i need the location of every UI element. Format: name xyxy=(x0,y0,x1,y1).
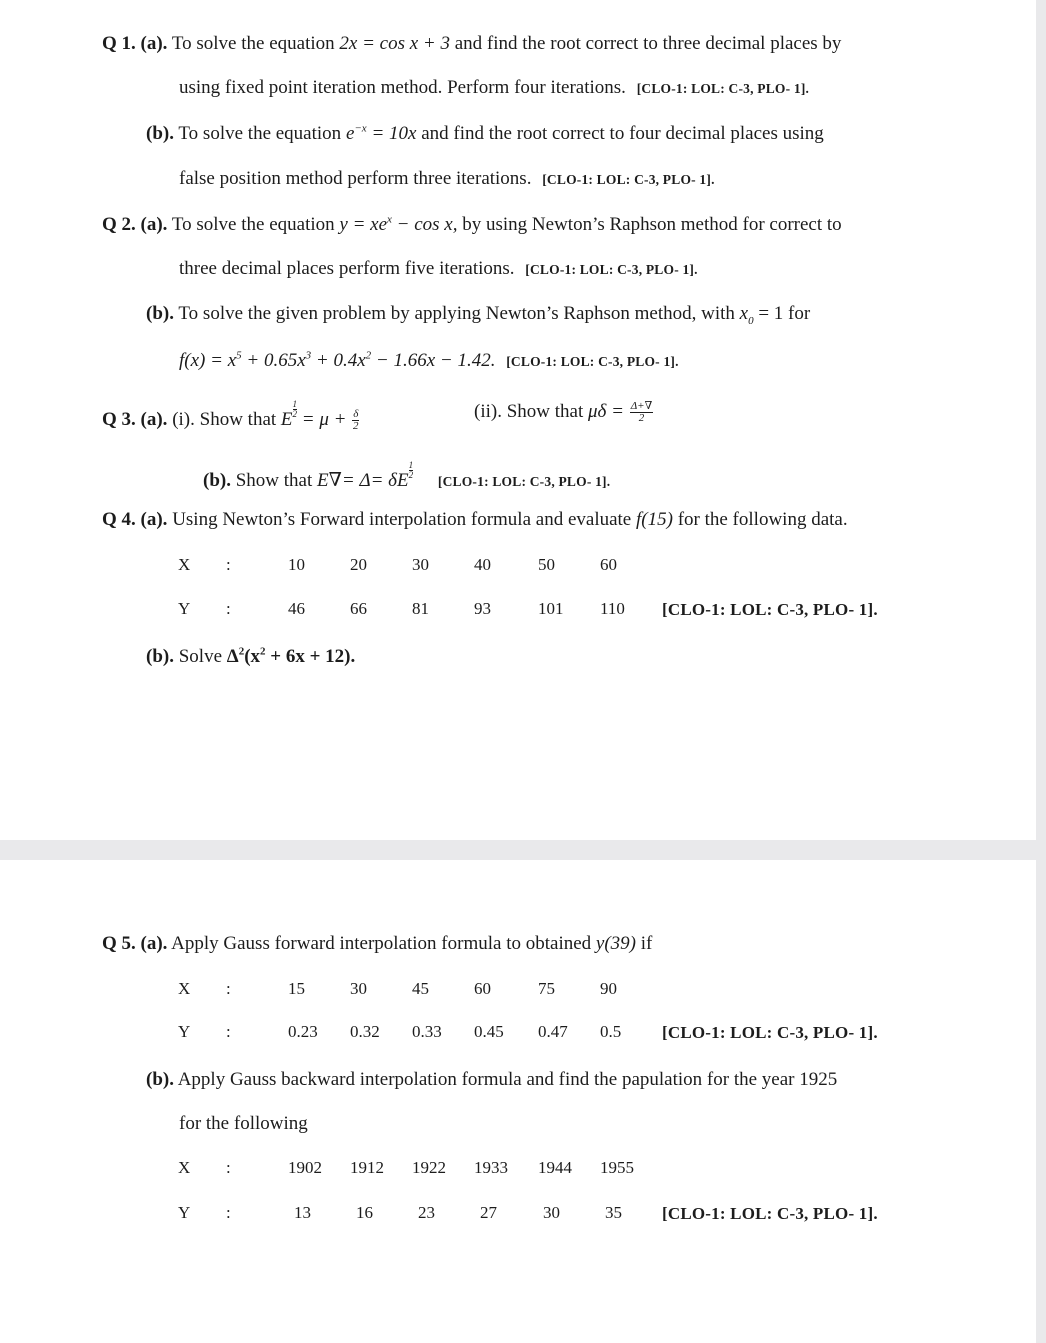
q5b-y-value: 23 xyxy=(418,1203,435,1222)
q5a-text-post: if xyxy=(640,933,653,954)
q5b-x-label: X xyxy=(178,1158,191,1177)
q5a-line1 xyxy=(102,932,652,956)
q3a-ii-lhs: μδ = xyxy=(588,401,629,422)
q5b-x-colon: : xyxy=(226,1158,231,1177)
q3b-label: Show that xyxy=(235,470,313,491)
q1b-text-line2: false position method perform three iterations. xyxy=(179,168,532,189)
q5a-eval: y(39) xyxy=(595,933,636,954)
q1a-text-post: and find the root correct to three decimal places by xyxy=(454,33,842,54)
q3b-equation xyxy=(317,460,414,491)
q4a-line1 xyxy=(102,508,848,532)
q5a-text: Apply Gauss forward interpolation formula to obtained xyxy=(171,933,592,954)
q4-x-value: 30 xyxy=(412,555,429,574)
q2b-f-mid2: + 0.4x xyxy=(311,350,366,371)
q2b-function xyxy=(179,350,495,371)
q3a-line1 xyxy=(102,400,360,432)
q1b-clo-tag: [CLO-1: LOL: C-3, PLO- 1]. xyxy=(542,172,715,187)
q5a-y-value: 0.23 xyxy=(288,1022,318,1041)
q1b-eq-e: e xyxy=(345,123,355,144)
q3a-i-exp-den: 2 xyxy=(292,409,298,419)
q2b-line2 xyxy=(179,349,679,374)
q3b-exp xyxy=(409,461,414,480)
q1a-clo-tag: [CLO-1: LOL: C-3, PLO- 1]. xyxy=(636,81,810,96)
q4-x-colon: : xyxy=(226,555,231,574)
q5b-line1 xyxy=(146,1068,837,1092)
q5b-x-value: 1902 xyxy=(288,1158,322,1177)
q1a-line1 xyxy=(102,32,841,56)
q4-x-value: 20 xyxy=(350,555,367,574)
q1a-number: Q 1. (a). xyxy=(102,33,168,54)
q1a-text-pre: To solve the equation xyxy=(171,33,335,54)
q1b-eq-rest: = 10x xyxy=(366,123,417,144)
q2b-f-exp1: 5 xyxy=(236,349,242,362)
q4b-expr-part3: + 6x + 12). xyxy=(265,646,356,667)
q3a-number: Q 3. (a). xyxy=(102,409,168,430)
q4a-number: Q 4. (a). xyxy=(102,509,168,530)
q4a-eval: f(15) xyxy=(636,509,673,530)
q4-y-value: 110 xyxy=(600,599,625,618)
q5b-x-value: 1944 xyxy=(538,1158,572,1177)
q2a-text-pre: To solve the equation xyxy=(171,214,335,235)
q3a-ii-label: (ii). Show that xyxy=(474,401,584,422)
q3a-i-frac xyxy=(352,409,359,432)
q5b-x-value: 1912 xyxy=(350,1158,384,1177)
q1b-number: (b). xyxy=(146,123,174,144)
q5b-x-value: 1933 xyxy=(474,1158,508,1177)
q3a-i-equation xyxy=(280,399,360,433)
q3a-ii-frac xyxy=(630,401,654,424)
q2a-text-post: by using Newton’s Raphson method for correct to xyxy=(462,214,842,235)
q2b-f-exp3: 2 xyxy=(365,349,372,362)
q5b-y-value: 30 xyxy=(543,1203,560,1222)
q3a-i-E: E xyxy=(280,409,293,430)
q5b-x-value: 1955 xyxy=(600,1158,634,1177)
q4-x-value: 60 xyxy=(600,555,617,574)
q3a-ii-equation xyxy=(588,400,654,425)
q2b-f-tail: − 1.66x − 1.42. xyxy=(371,350,496,371)
q4-x-value: 40 xyxy=(474,555,491,574)
q5a-clo-tag: [CLO-1: LOL: C-3, PLO- 1]. xyxy=(662,1023,878,1042)
q5b-text: Apply Gauss backward interpolation formula and find the papulation for the year 1925 xyxy=(177,1069,838,1090)
q4-y-value: 46 xyxy=(288,599,305,618)
q3a-i-exp-num: 1 xyxy=(292,399,298,409)
q1b-line1 xyxy=(146,122,824,146)
q5a-x-value: 75 xyxy=(538,979,555,998)
q2a-number: Q 2. (a). xyxy=(102,214,168,235)
q4a-clo-tag: [CLO-1: LOL: C-3, PLO- 1]. xyxy=(662,600,878,619)
q2a-equation xyxy=(339,214,457,235)
q4a-text-post: for the following data. xyxy=(677,509,848,530)
q5b-y-value: 16 xyxy=(356,1203,373,1222)
q4b-expression xyxy=(227,646,355,667)
q5a-x-label: X xyxy=(178,979,191,998)
q1a-line2 xyxy=(179,76,809,101)
q2b-clo-tag: [CLO-1: LOL: C-3, PLO- 1]. xyxy=(506,354,679,369)
q2a-line1 xyxy=(102,213,842,237)
q1a-equation: 2x = cos x + 3 xyxy=(339,33,450,54)
q2b-f-lhs: f(x) = x xyxy=(179,350,237,371)
q5b-line2 xyxy=(179,1112,308,1136)
q3a-i-label: (i). Show that xyxy=(172,409,277,430)
q5b-x-value: 1922 xyxy=(412,1158,446,1177)
q4b-expr-exp2: 2 xyxy=(260,645,266,658)
q3a-i-frac-num: δ xyxy=(353,408,359,421)
q1b-eq-exp: −x xyxy=(354,122,367,135)
q5a-x-value: 60 xyxy=(474,979,491,998)
q5b-y-value: 35 xyxy=(605,1203,622,1222)
q5a-y-value: 0.32 xyxy=(350,1022,380,1041)
q4-y-value: 101 xyxy=(538,599,564,618)
q4b-number: (b). xyxy=(146,646,174,667)
q2a-text-line2: three decimal places perform five iterations. xyxy=(179,258,515,279)
q4b-expr-part2: (x xyxy=(244,646,261,667)
page-2 xyxy=(0,860,1036,1343)
q2b-x0-sub: 0 xyxy=(748,314,754,327)
q5a-x-value: 15 xyxy=(288,979,305,998)
q2b-f-exp2: 3 xyxy=(305,349,312,362)
q5a-y-value: 0.5 xyxy=(600,1022,622,1041)
q3b-exp-num: 1 xyxy=(408,460,414,470)
q4b-text: Solve xyxy=(178,646,223,667)
q1a-text-line2: using fixed point iteration method. Perform four iterations. xyxy=(179,77,626,98)
q5b-y-value: 27 xyxy=(480,1203,497,1222)
q1b-text-post: and find the root correct to four decimal places using xyxy=(421,123,824,144)
q2a-eq-part2: − cos x, xyxy=(391,214,458,235)
q4-y-label: Y xyxy=(178,599,191,618)
q5b-text-line2: for the following xyxy=(179,1113,308,1134)
q1b-line2 xyxy=(179,167,715,192)
q2b-number: (b). xyxy=(146,303,174,324)
q2b-x0-rest: = 1 for xyxy=(753,303,811,324)
q5b-y-value: 13 xyxy=(294,1203,311,1222)
q5a-y-value: 0.33 xyxy=(412,1022,442,1041)
q4-x-value: 10 xyxy=(288,555,305,574)
q4b-expr-delta: Δ xyxy=(226,646,239,667)
q5b-y-colon: : xyxy=(226,1203,231,1222)
q4b-line xyxy=(146,645,355,669)
q2a-eq-exp: x xyxy=(387,213,392,226)
q5a-y-value: 0.47 xyxy=(538,1022,568,1041)
q3b-eq-main: E∇= Δ= δE xyxy=(317,470,409,491)
q3b-exp-den: 2 xyxy=(408,470,414,480)
q5a-y-value: 0.45 xyxy=(474,1022,504,1041)
q5a-x-value: 45 xyxy=(412,979,429,998)
q3b-clo-tag: [CLO-1: LOL: C-3, PLO- 1]. xyxy=(437,474,611,489)
q4-x-value: 50 xyxy=(538,555,555,574)
q4-y-value: 81 xyxy=(412,599,429,618)
q2a-line2 xyxy=(179,257,698,282)
q1b-text-pre: To solve the equation xyxy=(178,123,342,144)
q5b-number: (b). xyxy=(146,1069,174,1090)
q5a-x-value: 90 xyxy=(600,979,617,998)
q4b-expr-exp1: 2 xyxy=(238,645,245,658)
q5b-y-label: Y xyxy=(178,1203,191,1222)
q2b-x0-var: x xyxy=(739,303,749,324)
q2a-clo-tag: [CLO-1: LOL: C-3, PLO- 1]. xyxy=(525,262,698,277)
q5a-x-value: 30 xyxy=(350,979,367,998)
q3a-ii-frac-num: Δ+∇ xyxy=(630,400,653,413)
q4-y-colon: : xyxy=(226,599,231,618)
q2b-text: To solve the given problem by applying Newton’s Raphson method, with xyxy=(178,303,735,324)
q3b-number: (b). xyxy=(203,470,231,491)
q5a-y-colon: : xyxy=(226,1022,231,1041)
q2b-f-mid1: + 0.65x xyxy=(241,350,306,371)
q3a-i-frac-den: 2 xyxy=(353,420,359,433)
q2b-line1 xyxy=(146,302,810,333)
q4-y-value: 66 xyxy=(350,599,367,618)
q2a-eq-part1: y = xe xyxy=(339,214,388,235)
q4-x-label: X xyxy=(178,555,191,574)
q4-y-value: 93 xyxy=(474,599,491,618)
q3a-ii-frac-den: 2 xyxy=(638,412,645,425)
q5a-x-colon: : xyxy=(226,979,231,998)
q5b-clo-tag: [CLO-1: LOL: C-3, PLO- 1]. xyxy=(662,1204,878,1223)
q2b-x0 xyxy=(739,303,754,327)
q3a-ii-line xyxy=(474,400,654,424)
q3b-line xyxy=(203,461,610,494)
q3a-i-mid: = μ + xyxy=(297,409,352,430)
q1b-equation xyxy=(346,123,417,144)
q5a-number: Q 5. (a). xyxy=(102,933,168,954)
q4a-text: Using Newton’s Forward interpolation formula and evaluate xyxy=(172,509,632,530)
q5a-y-label: Y xyxy=(178,1022,191,1041)
